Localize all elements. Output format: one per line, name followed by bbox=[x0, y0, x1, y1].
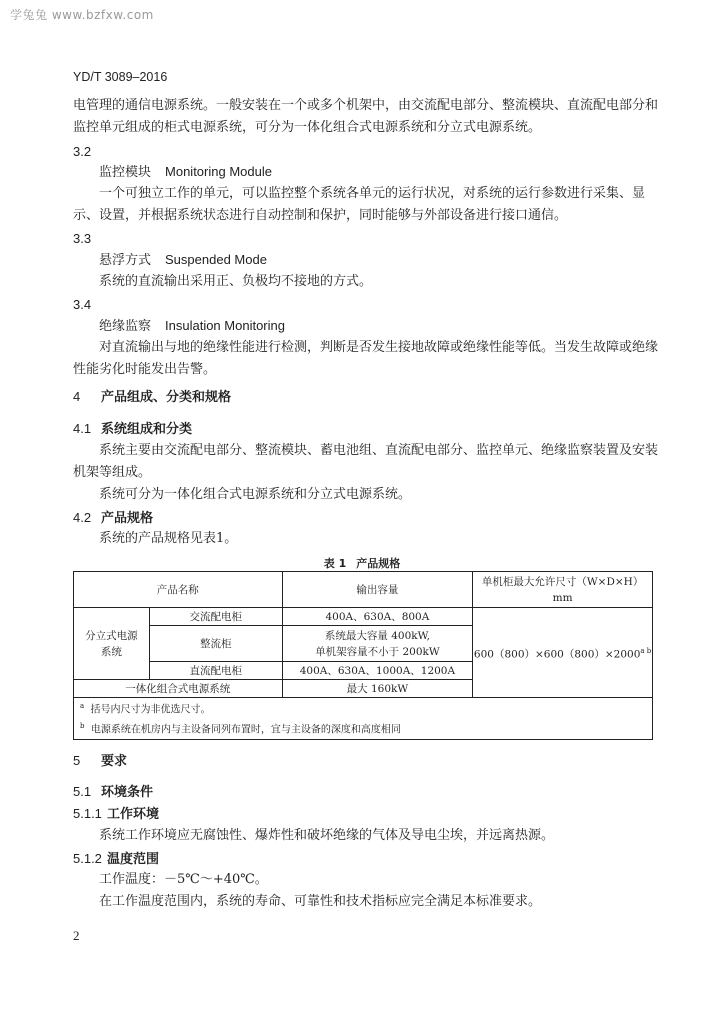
table-cell bbox=[282, 626, 473, 662]
term-heading bbox=[73, 315, 679, 338]
section-heading bbox=[73, 418, 653, 441]
group-label: 系统 bbox=[100, 645, 122, 658]
table-cell bbox=[473, 608, 653, 698]
definition: 系统的直流输出采用正、负极均不接地的方式。 bbox=[99, 274, 373, 289]
size-value: 600（800）×600（800）×2000 bbox=[473, 648, 641, 661]
size-footnote-marks: a b bbox=[640, 646, 652, 655]
paragraph: 机架等组成。 bbox=[73, 465, 152, 480]
spec-table bbox=[73, 571, 653, 740]
clause-number: 3.4 bbox=[73, 297, 92, 312]
section-title: 环境条件 bbox=[101, 785, 154, 800]
paragraph: 工作温度：－5℃～+40℃。 bbox=[99, 872, 268, 887]
table-header-cell: 输出容量 bbox=[282, 572, 473, 608]
section-number: 5.1 bbox=[73, 784, 92, 799]
page-number: 2 bbox=[73, 928, 80, 943]
footnote-text: 括号内尺寸为非优选尺寸。 bbox=[90, 704, 211, 716]
paragraph: 系统主要由交流配电部分、整流模块、蓄电池组、直流配电部分、监控单元、绝缘监察装置及安装 bbox=[99, 443, 659, 458]
clause-number: 3.2 bbox=[73, 144, 92, 159]
section-heading bbox=[73, 750, 653, 773]
table-footnote bbox=[74, 698, 653, 719]
clause-number: 3.3 bbox=[73, 231, 92, 246]
paragraph: 系统的产品规格见表1。 bbox=[99, 531, 238, 546]
paragraph: 在工作温度范围内，系统的寿命、可靠性和技术指标应完全满足本标准要求。 bbox=[99, 894, 542, 909]
paragraph: 监控单元组成的柜式电源系统，可分为一体化组合式电源系统和分立式电源系统。 bbox=[73, 120, 542, 135]
table-header-cell: 产品名称 bbox=[74, 572, 283, 608]
header-size-unit: mm bbox=[552, 591, 573, 604]
term-zh: 悬浮方式 bbox=[99, 253, 152, 268]
paragraph: 系统工作环境应无腐蚀性、爆炸性和破坏绝缘的气体及导电尘埃，并远离热源。 bbox=[99, 828, 555, 843]
capacity-line: 单机架容量不小于 200kW bbox=[315, 645, 440, 658]
footnote-text: 电源系统在机房内与主设备同列布置时，宜与主设备的深度和高度相同 bbox=[90, 724, 401, 736]
table-header-cell bbox=[473, 572, 653, 608]
table-footnote bbox=[74, 718, 653, 739]
table-cell: 400A、630A、1000A、1200A bbox=[282, 662, 473, 680]
document-header: YD/T 3089–2016 bbox=[73, 70, 168, 84]
footnote-mark: a bbox=[80, 702, 85, 710]
section-title: 要求 bbox=[101, 754, 128, 769]
table-cell: 最大 160kW bbox=[282, 680, 473, 698]
section-number: 5.1.1 bbox=[73, 806, 102, 821]
section-title: 产品规格 bbox=[101, 511, 154, 526]
section-number: 5.1.2 bbox=[73, 851, 102, 866]
section-heading bbox=[73, 507, 653, 530]
term-en: Monitoring Module bbox=[165, 164, 272, 179]
watermark: 学兔兔 www.bzfxw.com bbox=[10, 8, 154, 22]
term-en: Suspended Mode bbox=[165, 252, 267, 267]
term-heading bbox=[73, 249, 679, 272]
section-heading bbox=[73, 803, 653, 826]
section-heading bbox=[73, 848, 653, 871]
definition: 一个可独立工作的单元，可以监控整个系统各单元的运行状况，对系统的运行参数进行采集、显 bbox=[99, 186, 646, 201]
section-number: 4.2 bbox=[73, 510, 92, 525]
table-group-cell bbox=[74, 608, 150, 680]
section-title: 产品组成、分类和规格 bbox=[101, 390, 232, 405]
group-label: 分立式电源 bbox=[85, 629, 138, 642]
definition: 性能劣化时能发出告警。 bbox=[73, 362, 217, 377]
section-number: 4 bbox=[73, 389, 81, 404]
table-cell: 400A、630A、800A bbox=[282, 608, 473, 626]
paragraph: 系统可分为一体化组合式电源系统和分立式电源系统。 bbox=[99, 487, 412, 502]
term-en: Insulation Monitoring bbox=[165, 318, 285, 333]
table-caption-title: 产品规格 bbox=[356, 557, 401, 570]
table-caption bbox=[0, 555, 724, 571]
table-cell: 一体化组合式电源系统 bbox=[74, 680, 283, 698]
section-number: 4.1 bbox=[73, 421, 92, 436]
section-title: 系统组成和分类 bbox=[101, 422, 193, 437]
section-title: 工作环境 bbox=[107, 807, 160, 822]
footnote-mark: b bbox=[80, 722, 85, 731]
table-cell: 整流柜 bbox=[149, 626, 282, 662]
term-zh: 监控模块 bbox=[99, 165, 152, 180]
table-cell: 直流配电柜 bbox=[149, 662, 282, 680]
capacity-line: 系统最大容量 400kW, bbox=[324, 629, 430, 642]
section-title: 温度范围 bbox=[107, 852, 160, 867]
section-number: 5 bbox=[73, 753, 81, 768]
term-heading bbox=[73, 161, 679, 184]
table-cell: 交流配电柜 bbox=[149, 608, 282, 626]
definition: 示、设置，并根据系统状态进行自动控制和保护，同时能够与外部设备进行接口通信。 bbox=[73, 208, 568, 223]
term-zh: 绝缘监察 bbox=[99, 319, 152, 334]
section-heading bbox=[73, 781, 653, 804]
definition: 对直流输出与地的绝缘性能进行检测，判断是否发生接地故障或绝缘性能等低。当发生故障或绝缘 bbox=[99, 340, 659, 355]
table-caption-number: 表 1 bbox=[323, 557, 347, 570]
section-heading bbox=[73, 386, 653, 409]
paragraph: 电管理的通信电源系统。一般安装在一个或多个机架中，由交流配电部分、整流模块、直流配电部分和 bbox=[73, 98, 659, 113]
header-size-line: 单机柜最大允许尺寸（W×D×H） bbox=[481, 575, 644, 588]
